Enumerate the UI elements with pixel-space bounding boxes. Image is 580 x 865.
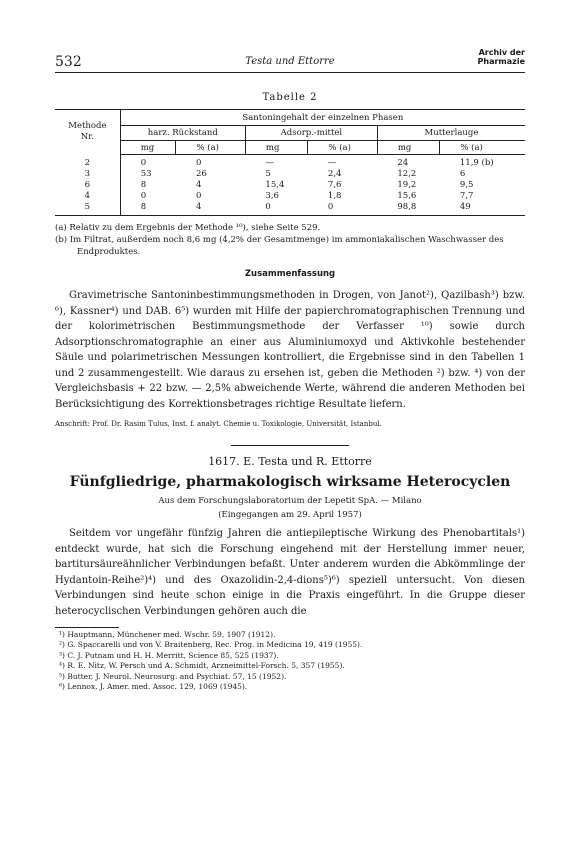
article-title: Fünfgliedrige, pharmakologisch wirksame Heterocyclen — [69, 474, 511, 490]
footnote-item: ⁵) Butter, J. Neurol. Neurosurg. and Psychiat. 57, 15 (1952). — [59, 671, 287, 681]
table-note-a: (a) Relativ zu dem Ergebnis der Methode ¹⁰), siehe Seite 529. — [55, 223, 321, 233]
group-header-adsorbent: Adsorp.-mittel — [245, 126, 377, 141]
table-cell: 49 — [440, 202, 525, 216]
table-cell: 12,2 — [397, 169, 417, 179]
table-cell: 3,6 — [265, 191, 279, 201]
table-cell: 0 — [195, 158, 202, 168]
table-cell: 0 — [195, 191, 202, 201]
summary-paragraph: Gravimetrische Santoninbestimmungsmethoden in Drogen, von Janot²), Qazilbash³) bzw. ⁶), Kassner⁴) und DAB. 6⁵) wurden mit Hilfe der papierchromatographischen Trennung und der kolorimetrischen Bestimmungsmethode der Verfasser ¹⁰) sowie durch Adsorptionschromatographie an einer aus Aluminiumoxyd und Aktivkohle bestehender Säule und polarimetrischen Messungen kontrolliert, die Ergebnisse sind in den Tabellen 1 und 2 zusammengestellt. Wie daraus zu ersehen ist, geben die Methoden ²) bzw. ⁴) von der Vergleichsbasis + 22 bzw. — 2,5% abweichende Werte, während die anderen Methoden bei Berücksichtigung des Korrektionsbetrages richtige Resultate liefern. — [55, 290, 525, 410]
article-institute: Aus dem Forschungslaboratorium der Lepetit SpA. — Milano — [158, 496, 422, 506]
table-cell: — — [265, 158, 274, 168]
table-row — [55, 202, 525, 216]
table-cell: 8 — [120, 202, 176, 216]
journal-name — [478, 48, 525, 66]
table-cell: 0 — [308, 202, 377, 216]
article-number-authors: 1617. E. Testa und R. Ettorre — [208, 455, 372, 468]
table-cell: 0 — [140, 191, 147, 201]
table-cell: 15,6 — [397, 191, 417, 201]
table-cell: 1,8 — [327, 191, 342, 201]
footnote-item: ¹) Hauptmann, Münchener med. Wschr. 59, 1907 (1912). — [59, 630, 276, 639]
table-row — [55, 169, 525, 180]
unit-header: % (a) — [308, 141, 377, 155]
table-title: Tabelle 2 — [262, 92, 318, 103]
footnotes — [55, 630, 525, 692]
table-cell: 0 — [245, 202, 308, 216]
method-cell: 6 — [55, 180, 120, 191]
table-cell: — — [327, 158, 337, 168]
table-row — [55, 180, 525, 191]
journal-name-line-1: Archiv der — [478, 48, 525, 57]
table-cell: 98,8 — [377, 202, 440, 216]
method-header-line-1: Methode — [68, 121, 107, 132]
table-cell: 15,4 — [265, 180, 285, 190]
table-row — [55, 155, 525, 170]
method-cell: 2 — [55, 155, 120, 170]
table-note-b: (b) Im Filtrat, außerdem noch 8,6 mg (4,2% der Gesamtmenge) im ammoniakalischen Waschwasser des Endproduktes. — [55, 235, 504, 257]
method-cell: 4 — [55, 191, 120, 202]
table-cell: 8 — [140, 180, 147, 190]
article-received-date: (Eingegangen am 29. April 1957) — [218, 510, 362, 520]
table-cell: 6 — [459, 169, 466, 179]
footnote-item: ⁴) R. E. Nitz, W. Persch und A. Schmidt, Arzneimittel-Forsch. 5, 357 (1955). — [59, 661, 345, 671]
results-table — [55, 109, 525, 216]
running-header — [55, 44, 525, 73]
running-title: Testa und Ettorre — [245, 56, 335, 67]
unit-header: % (a) — [440, 141, 525, 155]
page-number: 532 — [55, 54, 82, 70]
table-cell: 9,5 — [459, 180, 474, 190]
table-cell: 4 — [176, 202, 245, 216]
method-cell: 3 — [55, 169, 120, 180]
table-row — [55, 191, 525, 202]
journal-name-line-2: Pharmazie — [477, 57, 525, 66]
table-cell: 7,7 — [459, 191, 474, 201]
phases-span-header: Santoningehalt der einzelnen Phasen — [120, 110, 525, 126]
unit-header: mg — [377, 141, 440, 155]
table-cell: 2,4 — [327, 169, 342, 179]
journal-page — [55, 44, 525, 692]
method-column-header — [55, 110, 120, 155]
footnote-rule — [55, 627, 119, 628]
table-cell: 7,6 — [327, 180, 342, 190]
unit-header: mg — [245, 141, 308, 155]
footnote-item: ²) G. Spaccarelli und von V. Braitenberg, Rec. Prog. in Medicina 19, 419 (1955). — [59, 640, 363, 650]
table-cell: 4 — [195, 180, 202, 190]
section-divider — [231, 445, 349, 446]
table-cell: 11,9 (b) — [459, 158, 494, 168]
method-header-line-2: Nr. — [80, 132, 94, 143]
author-address: Anschrift: Prof. Dr. Rasim Tulus, Inst. f. analyt. Chemie u. Toxikologie, Universität, Istanbul. — [55, 420, 382, 428]
table-cell: 53 — [140, 169, 152, 179]
group-header-resin: harz. Rückstand — [120, 126, 245, 141]
table-cell: 0 — [140, 158, 147, 168]
summary-title: Zusammenfassung — [244, 269, 336, 279]
table-cell: 26 — [195, 169, 207, 179]
unit-header: % (a) — [176, 141, 245, 155]
table-cell: 5 — [265, 169, 271, 179]
table-cell: 24 — [397, 158, 409, 168]
footnote-item: ⁶) Lennox, J. Amer. med. Assoc. 129, 1069 (1945). — [59, 682, 248, 692]
table-notes — [55, 222, 525, 258]
footnote-item: ³) C. J. Putnam und H. H. Merritt, Science 85, 525 (1937). — [59, 650, 279, 660]
unit-header: mg — [120, 141, 176, 155]
method-cell: 5 — [55, 202, 120, 216]
article-paragraph: Seitdem vor ungefähr fünfzig Jahren die antiepileptische Wirkung des Phenobartitals¹) entdeckt wurde, hat sich die Forschung eingehend mit der Herstellung immer neuer, bartitursäureähnlicher Verbindungen befaßt. Unter anderem wurden die Abkömmlinge der Hydantoin-Reihe²)⁴) und des Oxazolidin-2,4-dions⁵)⁶) speziell untersucht. Von diesen Verbindungen sind heute schon einige in die Praxis eingeführt. In die Gruppe dieser heterocyclischen Verbindungen gehören auch die — [55, 528, 525, 617]
group-header-mother-liquor: Mutterlauge — [377, 126, 525, 141]
table-cell: 19,2 — [397, 180, 417, 190]
